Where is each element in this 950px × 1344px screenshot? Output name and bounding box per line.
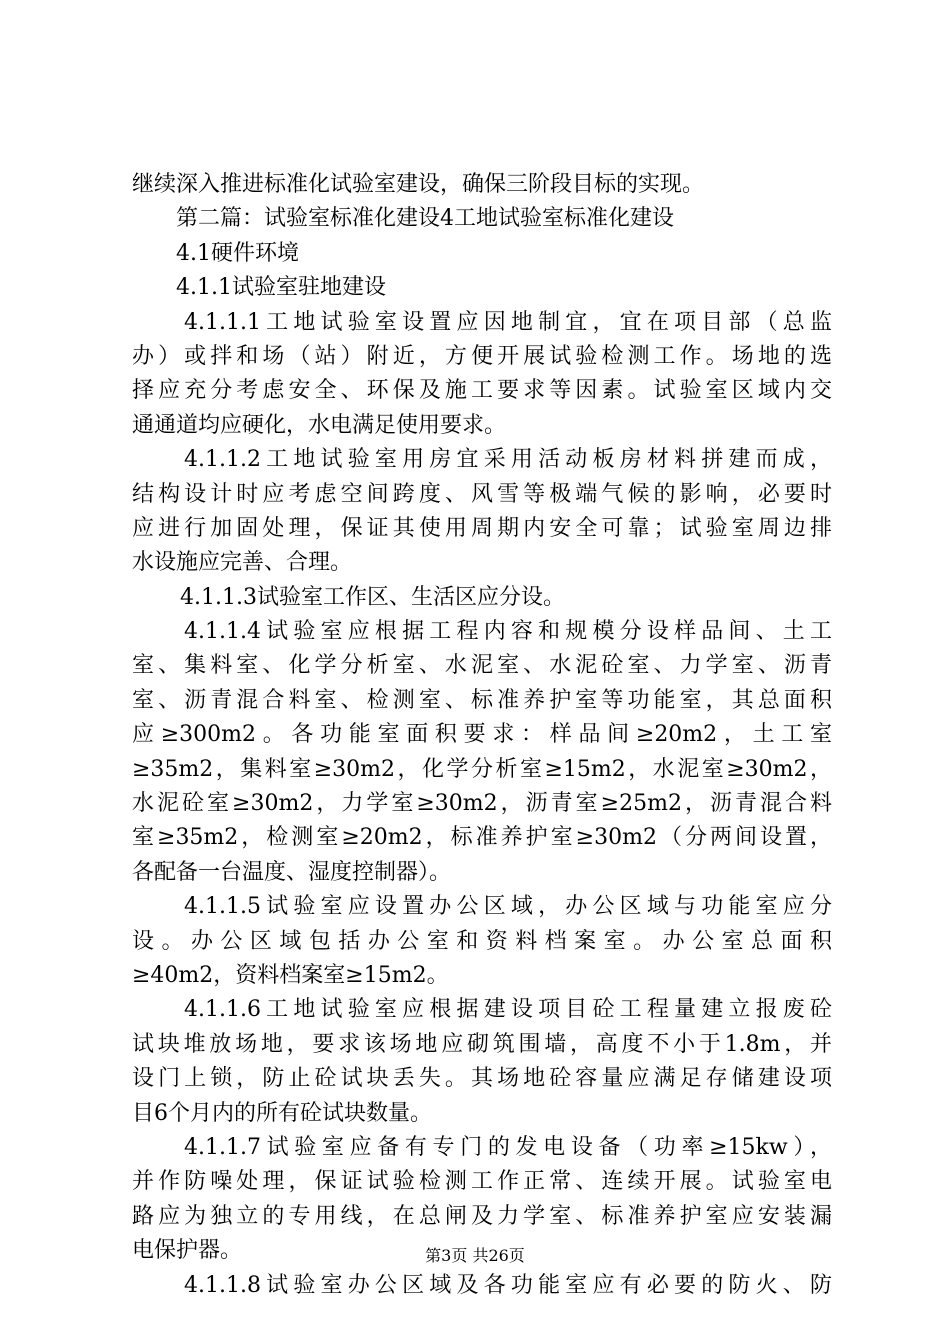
text-line: 4.1.1.3试验室工作区、生活区应分设。	[180, 584, 565, 610]
text-line: ≥35m2，集料室≥30m2，化学分析室≥15m2，水泥室≥30m2，	[132, 756, 832, 782]
text-line: 室≥35m2，检测室≥20m2，标准养护室≥30m2（分两间设置，	[132, 825, 832, 851]
section-heading: 4.1硬件环境	[176, 240, 299, 266]
text-line: 4.1.1.6工地试验室应根据建设项目砼工程量建立报废砼	[184, 997, 832, 1023]
text-line: 通通道均应硬化，水电满足使用要求。	[132, 412, 507, 438]
section-heading: 第二篇：试验室标准化建设4工地试验室标准化建设	[176, 206, 674, 232]
text-line: 试块堆放场地，要求该场地应砌筑围墙，高度不小于1.8m，并	[132, 1031, 832, 1057]
text-line: 路应为独立的专用线，在总闸及力学室、标准养护室应安装漏	[132, 1203, 832, 1229]
text-line: 并作防噪处理，保证试验检测工作正常、连续开展。试验室电	[132, 1169, 832, 1195]
text-line: 办）或拌和场（站）附近，方便开展试验检测工作。场地的选	[132, 343, 832, 369]
text-line: 应进行加固处理，保证其使用周期内安全可靠；试验室周边排	[132, 515, 832, 541]
text-line: 继续深入推进标准化试验室建设，确保三阶段目标的实现。	[132, 172, 705, 197]
text-line: ≥40m2，资料档案室≥15m2。	[132, 962, 449, 988]
text-line: 4.1.1.5试验室应设置办公区域，办公区域与功能室应分	[184, 894, 832, 920]
text-line: 水设施应完善、合理。	[132, 550, 353, 576]
text-line: 结构设计时应考虑空间跨度、风雪等极端气候的影响，必要时	[132, 481, 832, 507]
text-line: 各配备一台温度、湿度控制器）。	[132, 859, 452, 885]
text-line: 室、沥青混合料室、检测室、标准养护室等功能室，其总面积	[132, 687, 832, 713]
text-line: 4.1.1.4试验室应根据工程内容和规模分设样品间、土工	[184, 619, 832, 645]
text-line: 择应充分考虑安全、环保及施工要求等因素。试验室区域内交	[132, 378, 832, 404]
text-line: 目6个月内的所有砼试块数量。	[132, 1100, 432, 1126]
text-line: 应≥300m2。各功能室面积要求：样品间≥20m2，土工室	[132, 722, 832, 748]
text-line: 水泥砼室≥30m2，力学室≥30m2，沥青室≥25m2，沥青混合料	[132, 791, 832, 817]
text-line: 设门上锁，防止砼试块丢失。其场地砼容量应满足存储建设项	[132, 1066, 832, 1092]
text-line: 室、集料室、化学分析室、水泥室、水泥砼室、力学室、沥青	[132, 653, 832, 679]
text-line: 4.1.1.7试验室应备有专门的发电设备（功率≥15kw），	[184, 1134, 832, 1160]
text-line: 电保护器。	[132, 1238, 243, 1264]
text-line: 4.1.1.2工地试验室用房宜采用活动板房材料拼建而成，	[184, 447, 832, 473]
text-line: 4.1.1.8试验室办公区域及各功能室应有必要的防火、防	[184, 1272, 832, 1298]
text-line: 4.1.1.1工地试验室设置应因地制宜，宜在项目部（总监	[184, 309, 832, 335]
text-line: 设。办公区域包括办公室和资料档案室。办公室总面积	[132, 928, 832, 954]
page-footer: 第3页 共26页	[425, 1246, 525, 1265]
document-body	[132, 168, 832, 1303]
section-heading: 4.1.1试验室驻地建设	[176, 275, 386, 301]
